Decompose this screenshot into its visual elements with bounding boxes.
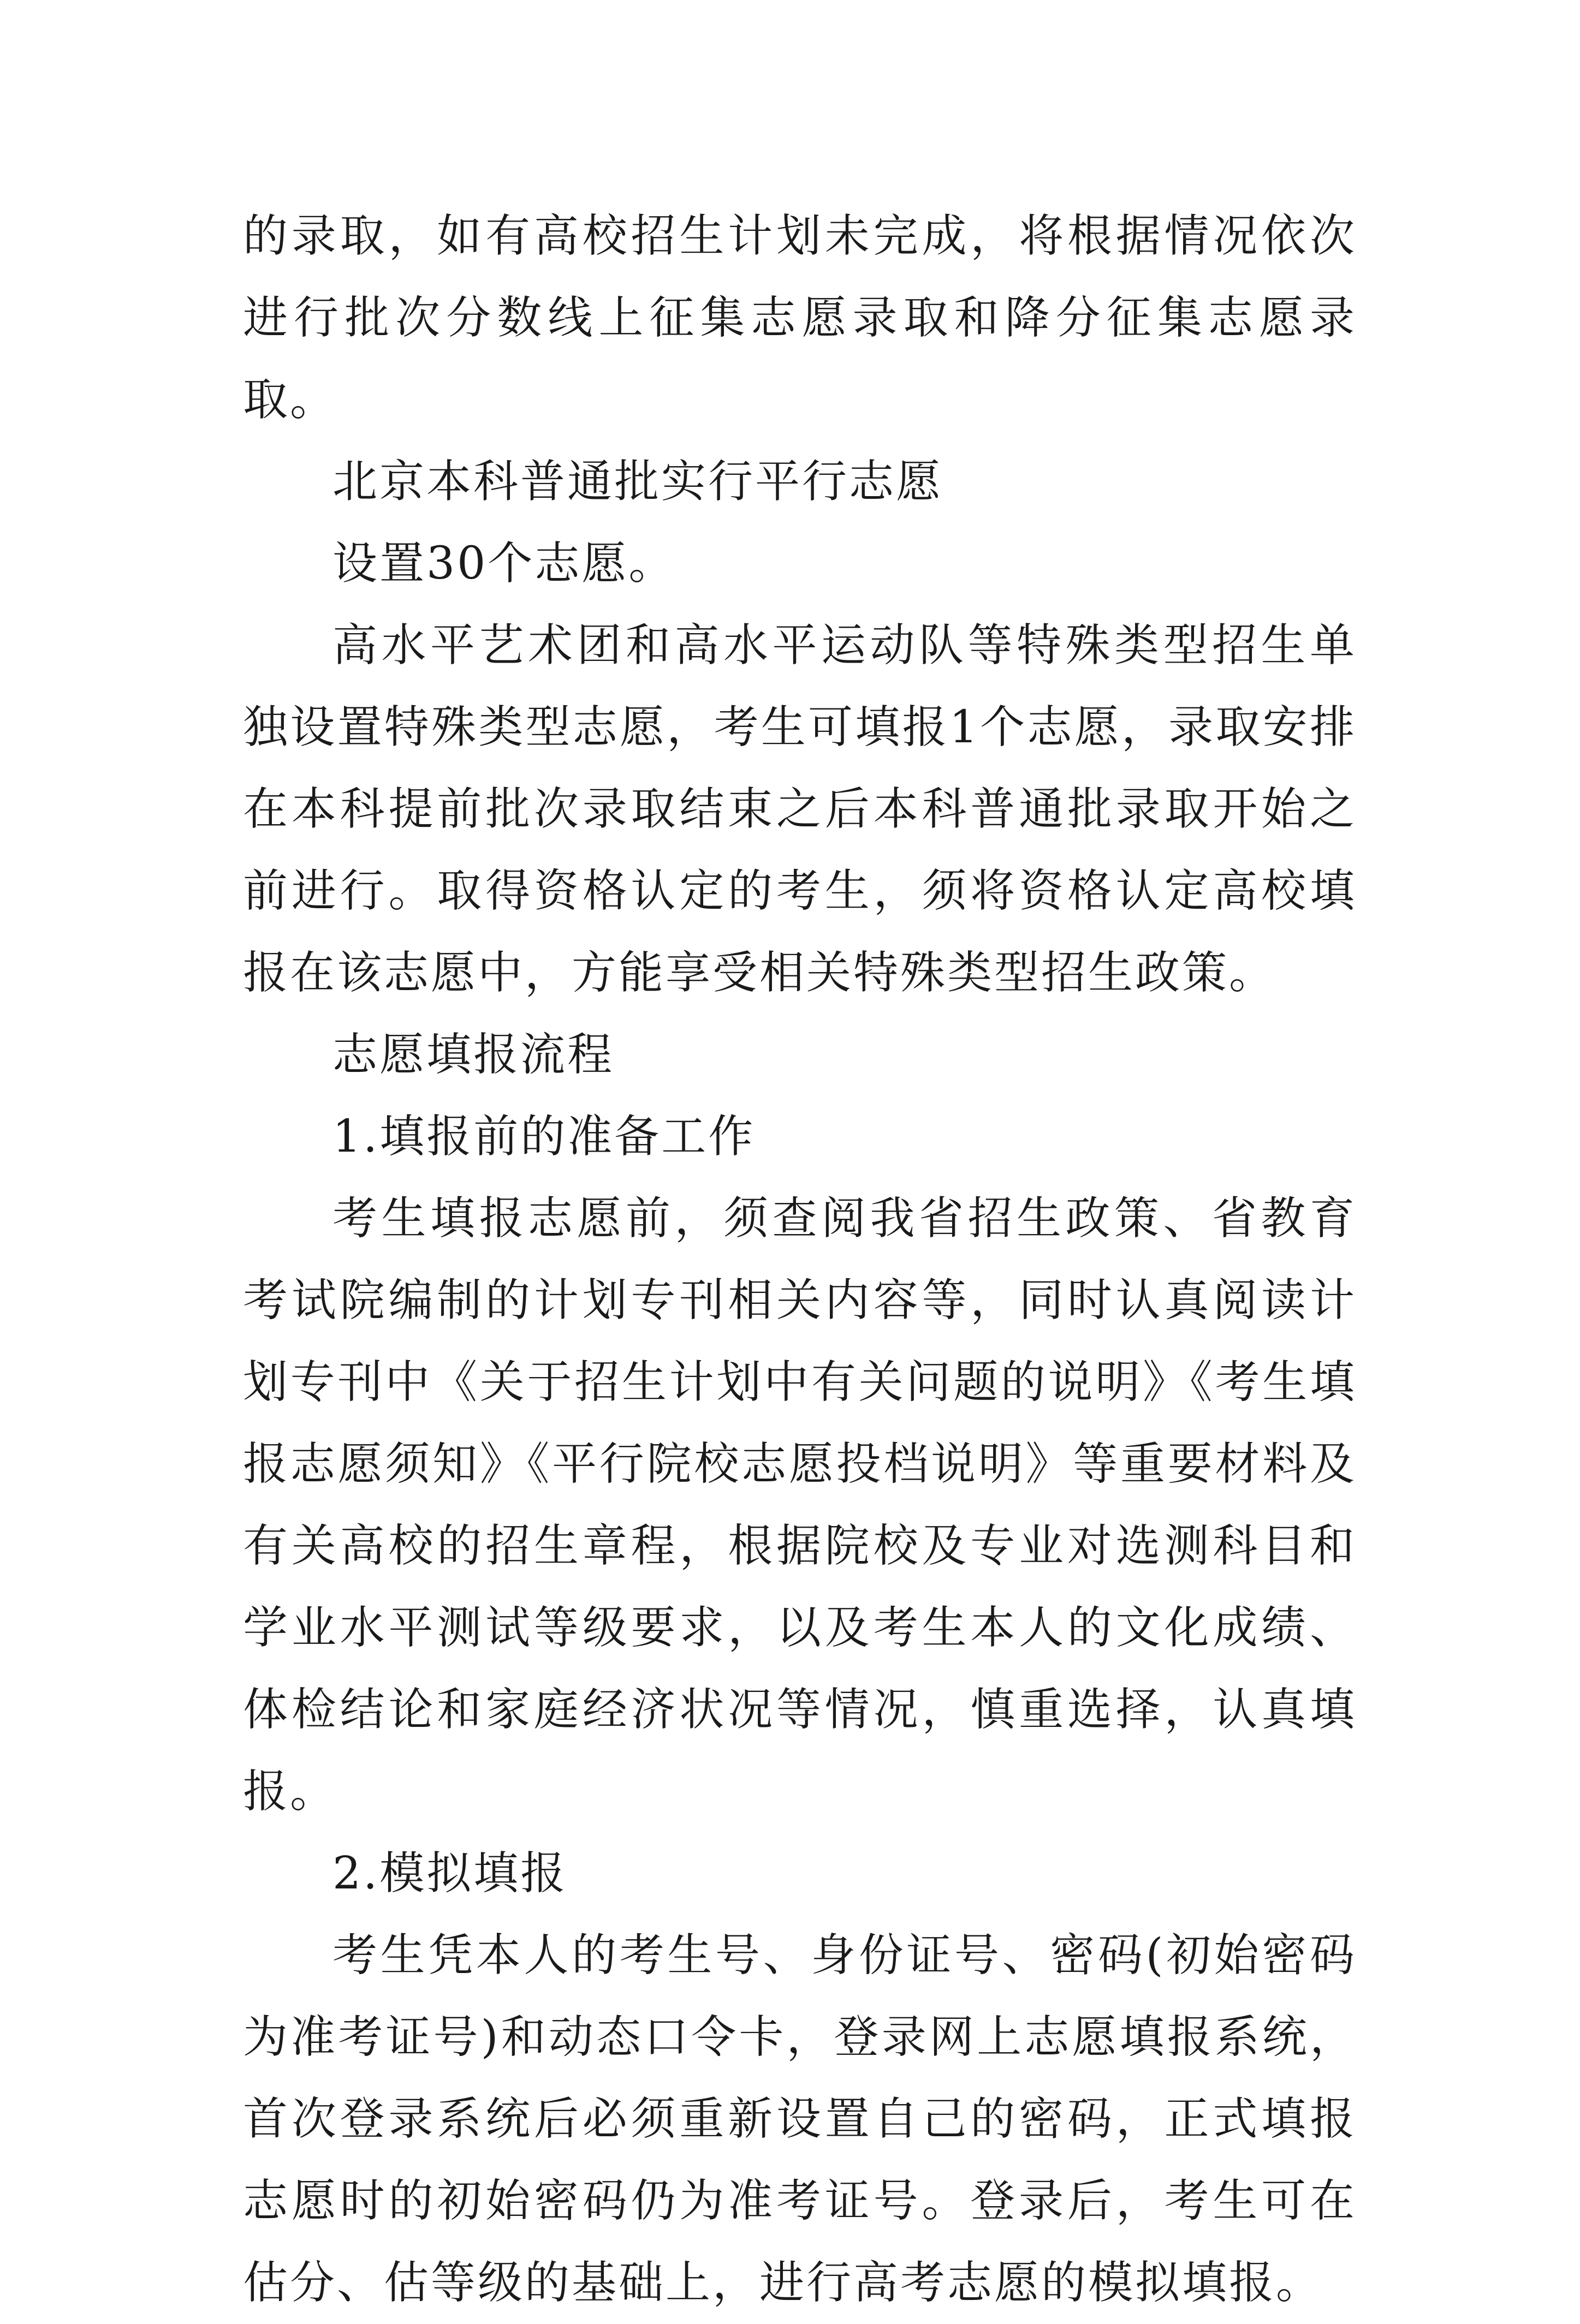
subheading-simulation: 2.模拟填报 <box>332 1848 568 1899</box>
paragraph-continuation: 的录取，如有高校招生计划未完成，将根据情况依次进行批次分数线上征集志愿录取和降分征集志愿录取。 <box>243 210 1357 426</box>
paragraph-special-admission: 高水平艺术团和高水平运动队等特殊类型招生单独设置特殊类型志愿，考生可填报1个志愿，录取安排在本科提前批次录取结束之后本科普通批录取开始之前进行。取得资格认定的考生，须将资格认定高校填报在该志愿中，方能享受相关特殊类型招生政策。 <box>243 619 1357 999</box>
subheading-preparation: 1.填报前的准备工作 <box>332 1111 756 1163</box>
paragraph-beijing-parallel: 北京本科普通批实行平行志愿 <box>332 456 943 508</box>
paragraph-simulation: 考生凭本人的考生号、身份证号、密码(初始密码为准考证号)和动态口令卡，登录网上志愿填报系统，首次登录系统后必须重新设置自己的密码，正式填报志愿时的初始密码仍为准考证号。登录后，考生可在估分、估等级的基础上，进行高考志愿的模拟填报。 <box>243 1929 1357 2309</box>
paragraph-thirty-choices: 设置30个志愿。 <box>332 538 676 589</box>
document-body <box>243 195 1357 2324</box>
section-heading-process: 志愿填报流程 <box>332 1029 615 1081</box>
paragraph-preparation: 考生填报志愿前，须查阅我省招生政策、省教育考试院编制的计划专刊相关内容等，同时认真阅读计划专刊中《关于招生计划中有关问题的说明》《考生填报志愿须知》《平行院校志愿投档说明》等重要材料及有关高校的招生章程，根据院校及专业对选测科目和学业水平测试等级要求，以及考生本人的文化成绩、体检结论和家庭经济状况等情况，慎重选择，认真填报。 <box>243 1193 1357 1818</box>
